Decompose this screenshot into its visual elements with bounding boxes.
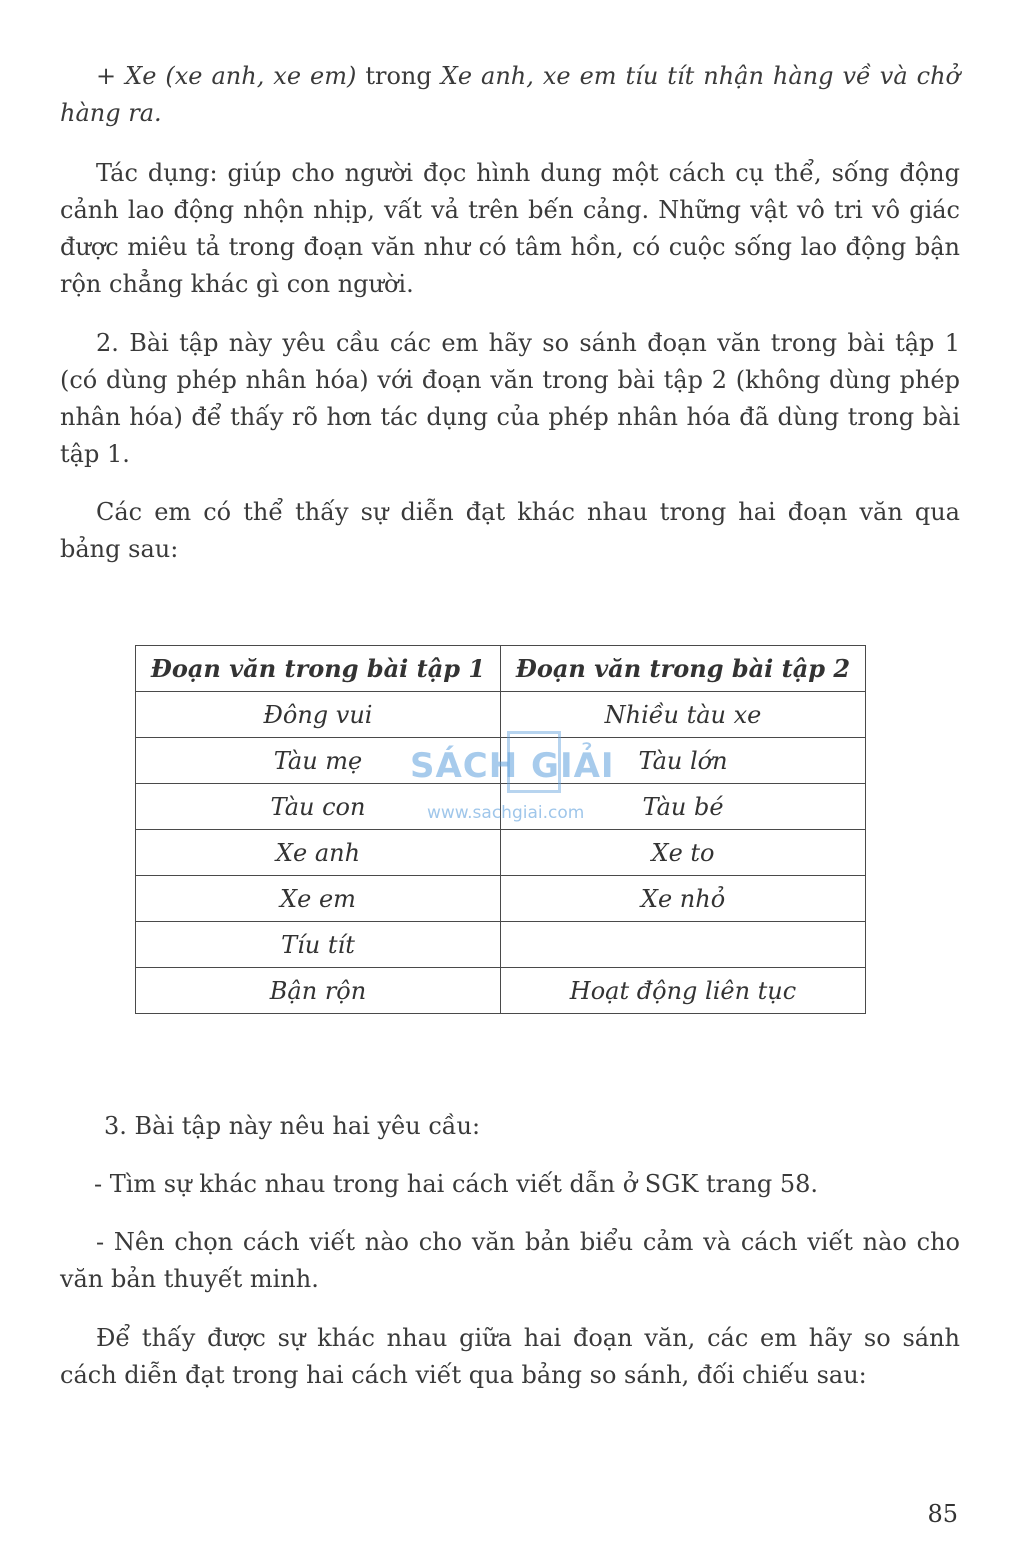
table-cell: Xe to bbox=[501, 830, 866, 876]
intro-plus: + bbox=[96, 62, 126, 90]
table-cell: Tàu mẹ bbox=[136, 738, 501, 784]
table-header-1: Đoạn văn trong bài tập 1 bbox=[136, 646, 501, 692]
table-cell: Hoạt động liên tục bbox=[501, 968, 866, 1014]
table-cell: Xe anh bbox=[136, 830, 501, 876]
table-cell: Tíu tít bbox=[136, 922, 501, 968]
table-cell: Nhiều tàu xe bbox=[501, 692, 866, 738]
table-row bbox=[136, 968, 866, 1014]
requirement-2: - Nên chọn cách viết nào cho văn bản biểu cảm và cách viết nào cho văn bản thuyết minh. bbox=[60, 1228, 960, 1293]
effect-paragraph: Tác dụng: giúp cho người đọc hình dung một cách cụ thể, sống động cảnh lao động nhộn nhịp, vất vả trên bến cảng. Những vật vô tri vô giác được miêu tả trong đoạn văn như có tâm hồn, có cuộc sống lao động bận rộn chẳng khác gì con người. bbox=[60, 159, 960, 298]
table-cell: Tàu con bbox=[136, 784, 501, 830]
table-header-2: Đoạn văn trong bài tập 2 bbox=[501, 646, 866, 692]
requirement-1: - Tìm sự khác nhau trong hai cách viết dẫn ở SGK trang 58. bbox=[94, 1170, 818, 1198]
watermark-title: SÁCH GIẢI bbox=[410, 746, 615, 786]
table-row bbox=[136, 784, 866, 830]
table-row bbox=[136, 876, 866, 922]
intro-mid: trong bbox=[356, 62, 441, 90]
table-row bbox=[136, 922, 866, 968]
intro-line bbox=[60, 58, 960, 132]
comparison-table bbox=[135, 645, 866, 1014]
table-cell bbox=[501, 922, 866, 968]
table-header-row bbox=[136, 646, 866, 692]
exercise-2-paragraph: 2. Bài tập này yêu cầu các em hãy so sánh đoạn văn trong bài tập 1 (có dùng phép nhân hóa) với đoạn văn trong bài tập 2 (không dùng phép nhân hóa) để thấy rõ hơn tác dụng của phép nhân hóa đã dùng trong bài tập 1. bbox=[60, 329, 960, 468]
final-paragraph: Để thấy được sự khác nhau giữa hai đoạn văn, các em hãy so sánh cách diễn đạt trong hai cách viết qua bảng so sánh, đối chiếu sau: bbox=[60, 1324, 960, 1389]
table-row bbox=[136, 830, 866, 876]
table-cell: Xe nhỏ bbox=[501, 876, 866, 922]
exercise-3-heading: 3. Bài tập này nêu hai yêu cầu: bbox=[104, 1112, 481, 1140]
table-cell: Xe em bbox=[136, 876, 501, 922]
intro-term: Xe (xe anh, xe em) bbox=[125, 62, 357, 90]
table-cell: Bận rộn bbox=[136, 968, 501, 1014]
table-row bbox=[136, 692, 866, 738]
compare-intro-paragraph: Các em có thể thấy sự diễn đạt khác nhau trong hai đoạn văn qua bảng sau: bbox=[60, 498, 960, 563]
page-number: 85 bbox=[927, 1500, 958, 1528]
table-cell: Tàu bé bbox=[501, 784, 866, 830]
table-row bbox=[136, 738, 866, 784]
table-cell: Đông vui bbox=[136, 692, 501, 738]
table-cell: Tàu lớn bbox=[501, 738, 866, 784]
watermark-url: www.sachgiai.com bbox=[427, 803, 585, 823]
intro-quote: Xe anh, xe em tíu tít nhận hàng về và chở hàng ra. bbox=[60, 62, 961, 127]
